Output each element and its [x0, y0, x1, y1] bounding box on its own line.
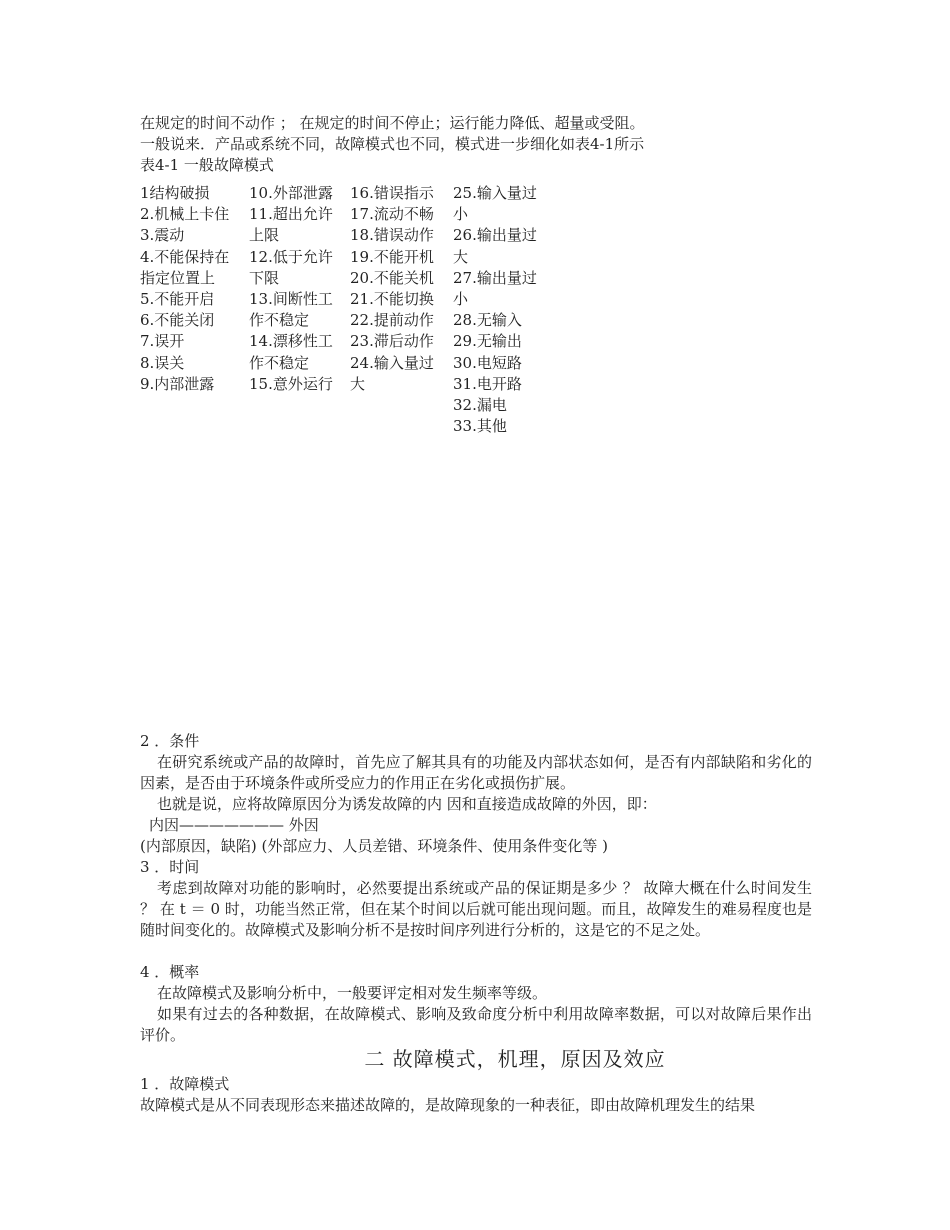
table-cell: 上限 — [249, 226, 280, 245]
table-cell: 7.误开 — [140, 332, 185, 351]
section-4-paragraph-1: 在故障模式及影响分析中，一般要评定相对发生频率等级。 — [157, 984, 548, 1002]
section-3-title: 3 ．时间 — [140, 858, 200, 876]
section-2-paragraph-2: 也就是说，应将故障原因分为诱发故障的内 因和直接造成故障的外因，即： — [157, 795, 657, 813]
table-cell: 28.无输入 — [453, 311, 522, 330]
table-cell: 小 — [453, 205, 469, 224]
table-cell: 2.机械上卡住 — [140, 205, 230, 224]
table-cell: 1结构破损 — [140, 184, 210, 202]
table-cell: 11.超出允许 — [249, 205, 333, 224]
table-cell: 31.电开路 — [453, 374, 522, 393]
chapter-2-heading: 二 故障模式，机理，原因及效应 — [364, 1047, 666, 1071]
table-cell: 3.震动 — [140, 226, 185, 245]
table-column-3 — [350, 183, 450, 395]
table-cell: 26.输出量过 — [453, 226, 537, 245]
intro-line-2: 一般说来．产品或系统不同，故障模式也不同，模式进一步细化如表4-1所示 — [140, 135, 645, 153]
table-cell: 12.低于允许 — [249, 247, 333, 266]
subsection-1-text: 故障模式是从不同表现形态来描述故障的，是故障现象的一种表征，即由故障机理发生的结果 — [140, 1096, 756, 1114]
table-cell: 21.不能切换 — [350, 290, 434, 309]
table-cell: 6.不能关闭 — [140, 311, 215, 330]
table-cell: 25.输入量过 — [453, 184, 537, 202]
table-cell: 10.外部泄露 — [249, 184, 333, 202]
table-cell: 下限 — [249, 268, 280, 287]
table-cell: 4.不能保持在 — [140, 247, 230, 266]
table-cell: 32.漏电 — [453, 396, 507, 415]
table-cell: 8.误关 — [140, 353, 185, 372]
table-cell: 23.滞后动作 — [350, 332, 434, 351]
table-cell: 27.输出量过 — [453, 268, 537, 287]
table-cell: 作不稳定 — [249, 311, 310, 330]
table-cell: 5.不能开启 — [140, 290, 215, 309]
table-cell: 9.内部泄露 — [140, 374, 215, 393]
table-cell: 24.输入量过 — [350, 353, 434, 372]
table-cell: 20.不能关机 — [350, 268, 434, 287]
table-cell: 小 — [453, 290, 469, 309]
table-cell: 29.无输出 — [453, 332, 522, 351]
cause-detail-line: (内部原因，缺陷) (外部应力、人员差错、环境条件、使用条件变化等 ) — [140, 837, 608, 855]
section-3-paragraph: 考虑到故障对功能的影响时，必然要提出系统或产品的保证期是多少 ？ 故障大概在什么时间发生 ？ 在 t ＝ 0 时，功能当然正常，但在某个时间以后就可能出现问题。而且，故障发生的难易程度也是随时间变化的。故障模式及影响分析不是按时间序列进行分析的，这是它的不足之处。 — [140, 879, 812, 939]
table-cell: 作不稳定 — [249, 353, 310, 372]
section-4-title: 4 ．概率 — [140, 963, 200, 981]
table-cell: 30.电短路 — [453, 353, 522, 372]
table-caption: 表4-1 一般故障模式 — [140, 156, 274, 174]
table-cell: 33.其他 — [453, 417, 507, 436]
table-column-2 — [249, 183, 349, 395]
cause-relation-line: 内因——————— 外因 — [149, 816, 319, 834]
table-cell: 大 — [350, 374, 366, 393]
table-cell: 大 — [453, 247, 469, 266]
table-cell: 17.流动不畅 — [350, 205, 434, 224]
table-cell: 指定位置上 — [140, 268, 216, 287]
table-column-4 — [453, 183, 553, 437]
section-4-paragraph-2: 如果有过去的各种数据，在故障模式、影响及致命度分析中利用故障率数据，可以对故障后果作出评价。 — [140, 1005, 812, 1044]
intro-line-1: 在规定的时间不动作 ； 在规定的时间不停止；运行能力降低、超量或受阻。 — [140, 114, 645, 132]
table-cell: 19.不能开机 — [350, 247, 434, 266]
table-column-1 — [140, 183, 240, 395]
table-cell: 22.提前动作 — [350, 311, 434, 330]
section-2-title: 2 ．条件 — [140, 732, 200, 750]
table-cell: 13.间断性工 — [249, 290, 333, 309]
section-2-paragraph-1: 在研究系统或产品的故障时，首先应了解其具有的功能及内部状态如何，是否有内部缺陷和劣化的因素，是否由于环境条件或所受应力的作用正在劣化或损伤扩展。 — [140, 753, 812, 792]
table-cell: 16.错误指示 — [350, 184, 434, 202]
subsection-1-title: 1 ．故障模式 — [140, 1075, 230, 1093]
table-cell: 14.漂移性工 — [249, 332, 333, 351]
table-cell: 18.错误动作 — [350, 226, 434, 245]
table-cell: 15.意外运行 — [249, 374, 333, 393]
